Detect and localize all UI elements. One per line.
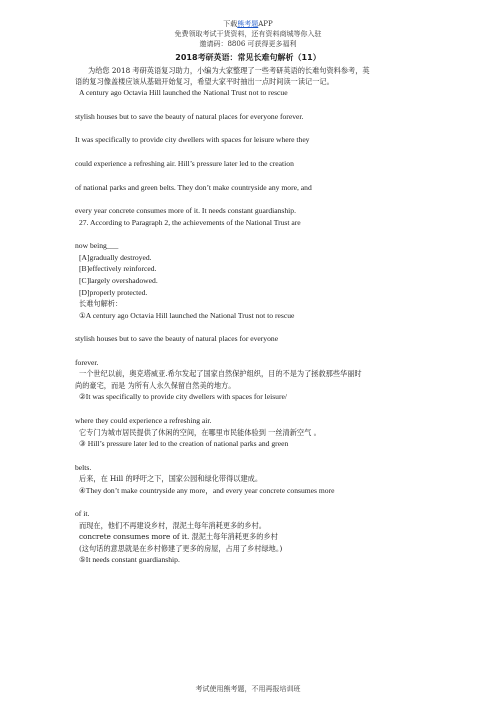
analysis-heading: 长难句解析：	[79, 299, 123, 308]
passage-line-4: could experience a refreshing air. Hill’s pressure later led to the creation	[75, 159, 294, 168]
analysis-4-note-2: (这句话的意思就是在乡村修建了更多的房屋，占用了乡村绿地。)	[79, 544, 283, 553]
passage-line-2: stylish houses but to save the beauty of natural places for everyone forever.	[75, 112, 304, 121]
analysis-2-en-line-2: where they could experience a refreshing air.	[75, 416, 212, 425]
header-download-prefix: 下载	[223, 20, 238, 28]
analysis-1-zh-line-2: 尚的豪宅，而是 为所有人永久保留自然美的地方。	[75, 381, 236, 390]
header-download-suffix: APP	[258, 20, 273, 28]
app-download-link[interactable]: 熊考题	[237, 20, 259, 28]
option-a: [A]gradually destroyed.	[79, 253, 152, 262]
analysis-3-en-line-1: ③ Hill’s pressure later led to the creation of national parks and green	[79, 439, 289, 448]
analysis-3-zh: 后来，在 Hill 的呼吁之下，国家公园和绿化带得以建成。	[79, 474, 263, 483]
analysis-1-en-line-2: stylish houses but to save the beauty of natural places for everyone	[75, 334, 279, 343]
header-download-line	[0, 20, 496, 29]
passage-line-1: A century ago Octavia Hill launched the National Trust not to rescue	[79, 88, 288, 97]
analysis-3-en-line-2: belts.	[75, 463, 92, 472]
header-promo-line: 免费领取考试干货资料，还有资料商城等你入驻	[174, 30, 322, 38]
analysis-4-en-line-1: ④They don’t make countryside any more，and every year concrete consumes more	[79, 486, 335, 495]
option-b: [B]effectively reinforced.	[79, 264, 157, 273]
analysis-4-en-line-2: of it.	[75, 509, 90, 518]
page-footer: 考试使用熊考题，不用再报培训班	[195, 685, 301, 693]
question-line-1: 27. According to Paragraph 2, the achievements of the National Trust are	[79, 218, 301, 227]
analysis-2-zh: 它专门为城市居民提供了休闲的空间，在哪里市民能体验到 一丝清新空气 。	[79, 428, 321, 437]
analysis-4-zh: 而现在，他们不再建设乡村，混泥土每年消耗更多的乡村。	[79, 521, 266, 530]
analysis-1-en-line-3: forever.	[75, 358, 99, 367]
passage-line-3: It was specifically to provide city dwellers with spaces for leisure where they	[75, 135, 310, 144]
option-d: [D]properly protected.	[79, 288, 148, 297]
question-line-2: now being___	[75, 241, 119, 250]
analysis-1-zh-line-1: 一个世纪以前，奥克塔威亚.希尔发起了国家自然保护组织，目的不是为了拯救那些华丽时	[79, 369, 362, 378]
document-title: 2018考研英语：常见长难句解析（11）	[175, 53, 321, 62]
analysis-5-en: ⑤It needs constant guardianship.	[79, 555, 180, 564]
passage-line-6: every year concrete consumes more of it. It needs constant guardianship.	[75, 206, 296, 215]
analysis-4-note-1: concrete consumes more of it. 混泥土每年消耗更多的乡村	[79, 532, 278, 541]
analysis-2-en-line-1: ②It was specifically to provide city dwellers with spaces for leisure/	[79, 392, 287, 401]
intro-text-line-2: 语的复习像盖楼应该从基础开始复习，希望大家平时抽出一点时间读一读记一记。	[75, 77, 334, 86]
analysis-1-en-line-1: ①A century ago Octavia Hill launched the National Trust not to rescue	[79, 311, 295, 320]
intro-text-line-1: 为给您 2018 考研英语复习助力，小编为大家整理了一些考研英语的长难句资料参考，英	[88, 66, 370, 75]
passage-line-5: of national parks and green belts. They don’t make countryside any more, and	[75, 183, 312, 192]
header-invite-code: 邀请码：8806 可获得更多福利	[199, 40, 297, 48]
option-c: [C]largely overshadowed.	[79, 276, 158, 285]
